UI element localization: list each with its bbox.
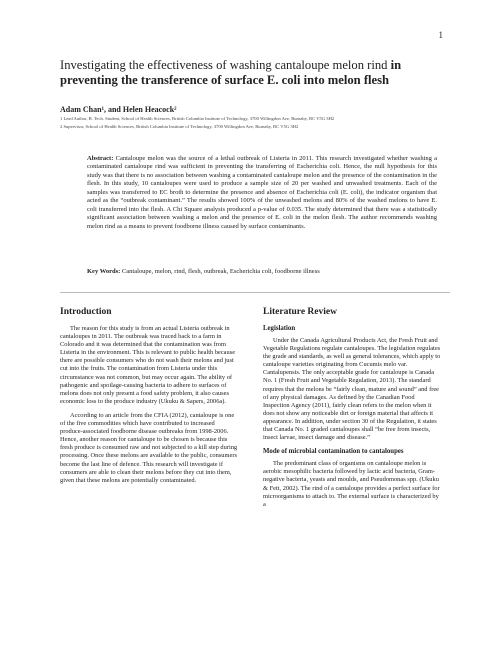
keywords: [87, 268, 437, 275]
contamination-paragraph: The predominant class of organisms on cantaloupe melon is aerobic mesophilic bacteria followed by lactic acid bacteria, Gram-negative bacteria, yeasts and moulds, and Pseudomonas spp. (Ukuku & Fett, 2002). The rind of a cantaloupe provides a perfect surface for microorganisms to attach to. The external surface is characterized by a: [263, 460, 440, 508]
abstract-text: Cantaloupe melon was the source of a lethal outbreak of Listeria in 2011. This research investigated whether washing a contaminated cantaloupe rind was sufficient in preventing the transferring of Escherichia coli. Hence, the null hypothesis for this study was that there is no association between washing a contaminated cantaloupe melon and the presence of the contamination in the flesh. In this study, 10 cantaloupes were used to produce a sample size of 20 per washed and unwashed treatments. Each of the samples was transferred to EC broth to determine the presence and absence of Escherichia coli (E. coli), the indicator organism that acted as the “outbreak contaminant.” The results showed 100% of the unwashed melons and 80% of the washed melons to have E. coli transferred into the flesh. A Chi Square analysis produced a p-value of 0.035. The study determined that there was a statistically significant association between washing a melon and the presence of E. coli in the melon flesh. The author recommends washing melon rind as a means to prevent foodborne illness caused by surface contaminants.: [87, 155, 438, 230]
keywords-label: Key Words:: [87, 268, 121, 275]
section-divider: [60, 292, 450, 293]
introduction-heading: Introduction: [60, 307, 112, 317]
affiliation-1: 1 Lead Author, B. Tech. Student, School of Health Sciences, British Columbia Institute of Technology, 3700 Willingdon Ave, Burnaby, BC V5G 3H2: [60, 116, 335, 121]
paper-title: [60, 58, 460, 88]
affiliation-2: 2 Supervisor, School of Health Sciences, British Columbia Institute of Technology, 3700 Willingdon Ave, Burnaby, BC V5G 3H2: [60, 124, 299, 129]
abstract-label: Abstract:: [87, 155, 114, 162]
right-column: [263, 307, 441, 515]
page-number: 1: [438, 30, 443, 40]
legislation-paragraph: Under the Canada Agricultural Products Act, the Fresh Fruit and Vegetable Regulations regulate cantaloupes. The legislation regulates the grade and standards, as well as general tolerances, which apply to cantaloupe varieties originating from Cucumis melo var. Cantalupensis. The only acceptable grade for cantaloupe is Canada No. 1 (Fresh Fruit and Vegetable Regulation, 2013). The standard requires that the melons be “fairly clean, mature and sound” and free of any physical damages. As defined by the Canadian Food Inspection Agency (2011), fairly clean refers to the melon when it does not show any noticeable dirt or foreign material that affects it appearance. In addition, under section 30 of the Regulation, it states that Canada No. 1 graded cantaloupes shall “be free from insects, insect larvae, insect damage and disease.”: [263, 337, 441, 442]
literature-review-heading: Literature Review: [263, 307, 337, 317]
introduction-paragraph-1: The reason for this study is from an actual Listeria outbreak in cantaloupes in 2011. The outbreak was traced back to a farm in Colorado and it was determined that the contamination was from Listeria in the environment. This is relevant to public health because there are possible consumers who do not wash their melons and just cut into the fruits. The contamination from Listeria under this circumstance was not common, but may occur again. The ability of pathogenic and spoilage-causing bacteria to adhere to surfaces of melons does not only present a food safety problem, it also causes economic loss to the produce industry (Ukuku & Sapers, 2006a).: [60, 325, 236, 405]
introduction-paragraph-2: According to an article from the CFIA (2012), cantaloupe is one of the five commodities which have contributed to increased produce-associated foodborne disease outbreaks from 1998-2006. Hence, another reason for cantaloupe to be chosen is because this fresh produce is consumed raw and not subjected to a kill step during processing. Once these melons are available to the public, consumers become the last line of defence. This research will investigate if consumers are able to clean their melons before they cut into them, given that these melons are potentially contaminated.: [60, 411, 238, 484]
title-bold: in preventing the transference of surface E. coli into melon flesh: [60, 58, 402, 87]
keywords-text: Cantaloupe, melon, rind, flesh, outbreak, Escherichia coli, foodborne illness: [121, 268, 320, 275]
title-regular: Investigating the effectiveness of washing cantaloupe melon rind: [60, 58, 391, 72]
legislation-subheading: Legislation: [263, 325, 296, 332]
contamination-subheading: Mode of microbial contamination to cantaloupes: [263, 448, 404, 456]
left-column: [60, 307, 238, 491]
abstract: [87, 155, 437, 231]
authors: Adam Chan¹, and Helen Heacock²: [60, 105, 177, 114]
